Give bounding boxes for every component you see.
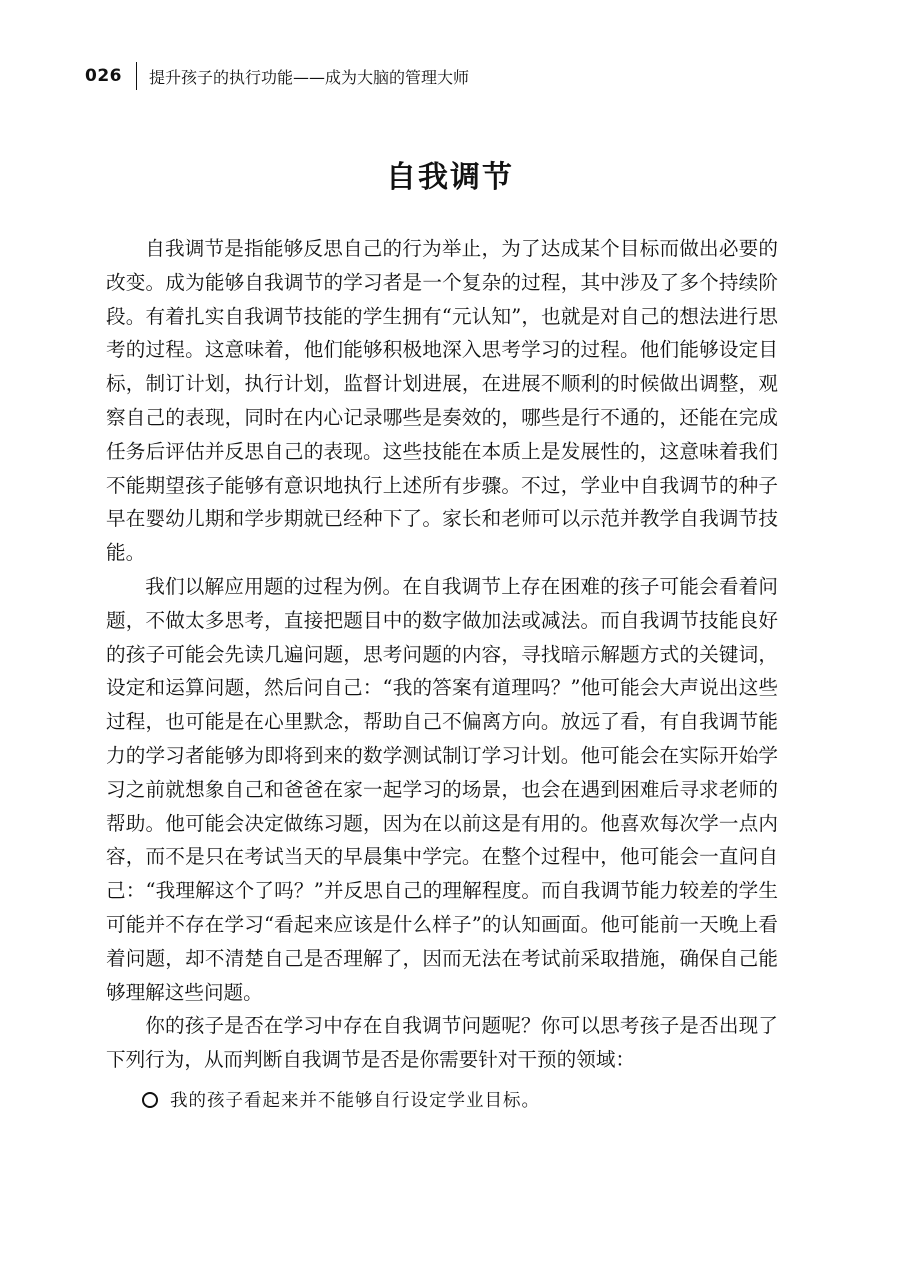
section-title: 自我调节 [386, 160, 514, 195]
circle-bullet-icon [142, 1092, 158, 1108]
running-title: 提升孩子的执行功能——成为大脑的管理大师 [149, 67, 470, 87]
page-header [85, 60, 469, 92]
paragraph-1: 自我调节是指能够反思自己的行为举止，为了达成某个目标而做出必要的改变。成为能够自我调节的学习者是一个复杂的过程，其中涉及了多个持续阶段。有着扎实自我调节技能的学生拥有“元认知”，也就是对自己的想法进行思考的过程。这意味着，他们能够积极地深入思考学习的过程。他们能够设定目标，制订计划，执行计划，监督计划进展，在进展不顺利的时候做出调整，观察自己的表现，同时在内心记录哪些是奏效的，哪些是行不通的，还能在完成任务后评估并反思自己的表现。这些技能在本质上是发展性的，这意味着我们不能期望孩子能够有意识地执行上述所有步骤。不过，学业中自我调节的种子早在婴幼儿期和学步期就已经种下了。家长和老师可以示范并教学自我调节技能。 [106, 237, 778, 565]
checklist-item-text: 我的孩子看起来并不能够自行设定学业目标。 [170, 1091, 540, 1112]
paragraph-3: 你的孩子是否在学习中存在自我调节问题呢？你可以思考孩子是否出现了下列行为，从而判断自我调节是否是你需要针对干预的领域： [106, 1014, 778, 1072]
checklist-item [142, 1083, 778, 1117]
body-text [106, 232, 778, 1117]
header-divider [136, 62, 137, 90]
page-number: 026 [85, 66, 122, 86]
paragraph-2: 我们以解应用题的过程为例。在自我调节上存在困难的孩子可能会看着问题，不做太多思考，直接把题目中的数字做加法或减法。而自我调节技能良好的孩子可能会先读几遍问题，思考问题的内容，寻找暗示解题方式的关键词，设定和运算问题，然后问自己：“我的答案有道理吗？”他可能会大声说出这些过程，也可能是在心里默念，帮助自己不偏离方向。放远了看，有自我调节能力的学习者能够为即将到来的数学测试制订学习计划。他可能会在实际开始学习之前就想象自己和爸爸在家一起学习的场景，也会在遇到困难后寻求老师的帮助。他可能会决定做练习题，因为在以前这是有用的。他喜欢每次学一点内容，而不是只在考试当天的早晨集中学完。在整个过程中，他可能会一直问自己：“我理解这个了吗？”并反思自己的理解程度。而自我调节能力较差的学生可能并不存在学习“看起来应该是什么样子”的认知画面。他可能前一天晚上看着问题，却不清楚自己是否理解了，因而无法在考试前采取措施，确保自己能够理解这些问题。 [106, 574, 778, 1004]
